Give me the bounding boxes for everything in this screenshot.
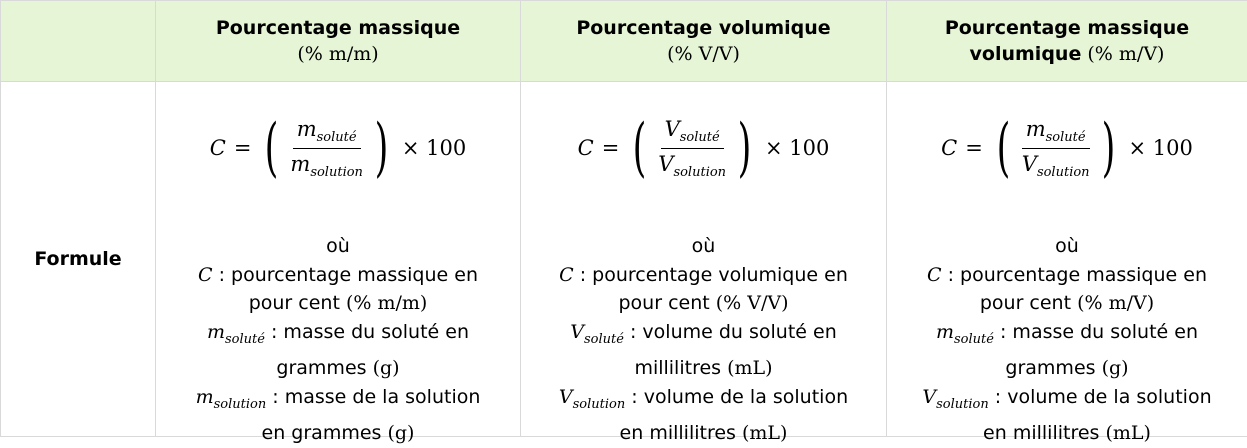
formula-text: (g)	[373, 357, 400, 379]
formula-text: solution	[214, 397, 267, 412]
formula-fraction	[286, 117, 367, 180]
legend-b-cont	[521, 419, 886, 448]
fraction-numerator	[1022, 117, 1090, 149]
formula-equals: =	[965, 136, 983, 160]
legend-c-cont	[156, 289, 520, 318]
formula-close-paren: )	[738, 116, 752, 180]
formula-text: soluté	[1046, 130, 1086, 145]
formula-text: : pourcentage massique en	[942, 264, 1207, 286]
formula-text: solution	[936, 397, 989, 412]
formula-text: (g)	[1102, 357, 1129, 379]
formula-equals: =	[234, 136, 252, 160]
legend-c	[521, 261, 886, 290]
legend-c	[887, 261, 1247, 290]
formula-times-100: × 100	[765, 136, 829, 160]
header-row	[1, 1, 1247, 82]
formula-text: soluté	[954, 332, 994, 347]
fraction-numerator	[293, 117, 361, 149]
formula-times-100: × 100	[1129, 136, 1193, 160]
formula-text: m	[1026, 117, 1046, 141]
formula-text: V	[922, 386, 936, 408]
header-unit: (% m/V)	[1087, 43, 1164, 65]
formula-text: solution	[673, 165, 726, 180]
legend-a-cont	[156, 354, 520, 383]
formula-close-paren: )	[375, 116, 389, 180]
formula-text: solution	[310, 165, 363, 180]
formula-text: (% V/V)	[716, 292, 789, 314]
formula-open-paren: (	[265, 116, 279, 180]
formula-equals: =	[602, 136, 620, 160]
fraction-numerator	[661, 117, 724, 149]
legend-a	[887, 318, 1247, 355]
formula-times-100: × 100	[402, 136, 466, 160]
formula-text: soluté	[225, 332, 265, 347]
formula-text: V	[658, 152, 673, 176]
legend	[156, 232, 520, 448]
header-unit: (% m/m)	[156, 41, 520, 67]
formula-text: C	[559, 264, 574, 286]
formula-lhs: C	[941, 136, 957, 160]
legend-b	[156, 383, 520, 420]
header-unit: (% V/V)	[521, 41, 886, 67]
row-label: Formule	[1, 82, 156, 437]
formula-text: m	[207, 321, 225, 343]
legend-b	[887, 383, 1247, 420]
fraction-denominator	[654, 149, 730, 180]
formula-text: (mL)	[1105, 422, 1150, 444]
formula-text: m	[936, 321, 954, 343]
legend-ou: où	[521, 232, 886, 261]
formula-text: en grammes	[262, 422, 388, 444]
formula-text: : pourcentage volumique en	[574, 264, 848, 286]
formula-text: (% m/m)	[346, 292, 427, 314]
legend-c	[156, 261, 520, 290]
formula-text: (% m/V)	[1077, 292, 1154, 314]
formula	[887, 116, 1247, 180]
formula-text: m	[297, 117, 317, 141]
formula-text: en millilitres	[983, 422, 1105, 444]
fraction-denominator	[1018, 149, 1094, 180]
formula	[521, 116, 886, 180]
formula-fraction	[654, 117, 730, 180]
formula-text: V	[665, 117, 680, 141]
header-mass-volume-percent	[887, 1, 1247, 82]
legend-b-cont	[887, 419, 1247, 448]
formula-text: soluté	[584, 332, 624, 347]
legend-b	[521, 383, 886, 420]
formula-open-paren: (	[633, 116, 647, 180]
formula-cell-mass-volume	[887, 82, 1247, 437]
formula-text: solution	[573, 397, 626, 412]
legend-ou: où	[887, 232, 1247, 261]
legend-c-cont	[521, 289, 886, 318]
legend-a-cont	[521, 354, 886, 383]
legend	[887, 232, 1247, 448]
header-title: Pourcentage massique	[887, 15, 1247, 41]
formula-text: : volume du soluté en	[624, 321, 837, 343]
header-title: Pourcentage massique	[156, 15, 520, 41]
formula-cell-mass	[156, 82, 521, 437]
formula-text: (mL)	[742, 422, 787, 444]
formula-text: : masse du soluté en	[265, 321, 469, 343]
legend-c-cont	[887, 289, 1247, 318]
formula-lhs: C	[578, 136, 594, 160]
formula	[156, 116, 520, 180]
formula-text: V	[559, 386, 573, 408]
formula-lhs: C	[210, 136, 226, 160]
formula-text: (mL)	[727, 357, 772, 379]
header-mass-percent	[156, 1, 521, 82]
formula-text: : masse de la solution	[266, 386, 480, 408]
fraction-denominator	[286, 149, 367, 180]
legend	[521, 232, 886, 448]
header-volume-percent	[521, 1, 887, 82]
legend-a-cont	[887, 354, 1247, 383]
formula-cell-volume	[521, 82, 887, 437]
legend-a	[156, 318, 520, 355]
formula-text: solution	[1037, 165, 1090, 180]
formula-text: m	[290, 152, 310, 176]
formula-open-paren: (	[996, 116, 1010, 180]
formula-text: millilitres	[634, 357, 727, 379]
header-title: Pourcentage volumique	[521, 15, 886, 41]
formula-text: pour cent	[980, 292, 1077, 314]
formula-text: V	[570, 321, 584, 343]
formula-fraction	[1018, 117, 1094, 180]
formula-text: grammes	[1005, 357, 1101, 379]
header-title-line2: volumique	[970, 43, 1082, 65]
formula-text: C	[927, 264, 942, 286]
formula-text: m	[196, 386, 214, 408]
formula-text: en millilitres	[620, 422, 742, 444]
formula-text: : masse du soluté en	[994, 321, 1198, 343]
legend-ou: où	[156, 232, 520, 261]
formula-text: V	[1022, 152, 1037, 176]
formula-text: grammes	[276, 357, 372, 379]
formula-text: (g)	[387, 422, 414, 444]
formula-text: : volume de la solution	[989, 386, 1212, 408]
formula-row	[1, 82, 1247, 437]
formula-text: : volume de la solution	[625, 386, 848, 408]
header-empty	[1, 1, 156, 82]
formula-text: pour cent	[249, 292, 346, 314]
formula-close-paren: )	[1101, 116, 1115, 180]
formula-text: pour cent	[618, 292, 715, 314]
legend-b-cont	[156, 419, 520, 448]
formula-text: : pourcentage massique en	[213, 264, 478, 286]
formula-text: soluté	[317, 130, 357, 145]
formula-text: C	[198, 264, 213, 286]
formula-text: soluté	[680, 130, 720, 145]
legend-a	[521, 318, 886, 355]
